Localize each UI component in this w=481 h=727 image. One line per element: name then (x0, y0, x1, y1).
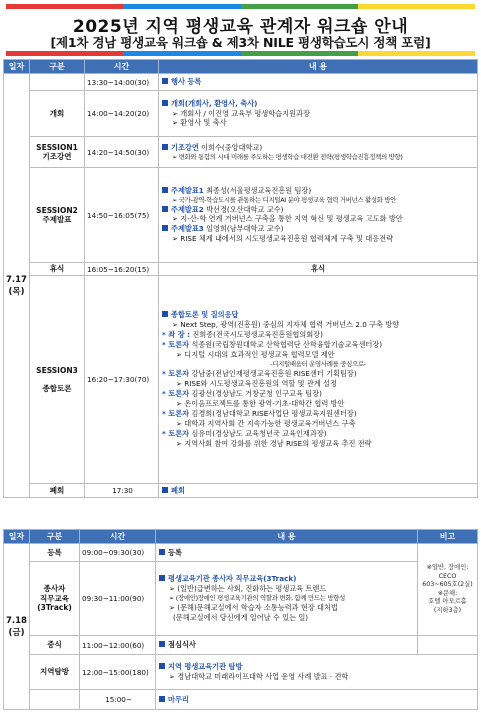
time-cell: 09:00~09:30(30) (80, 544, 156, 562)
time-cell: 15:00~ (80, 690, 156, 710)
header-color-bar-top (6, 4, 475, 9)
square-bullet-icon (162, 144, 168, 150)
content-cell: 종합토론 및 질의응답 ➢ Next Step, 광역(진흥원) 중심의 지자체 협력 거버넌스 2.0 구축 방향 * 좌 장 : 진희종(전국시도평생교육진흥원협의회장) * 토론자 석종원(국립창원대학교 산학협력단 산학융합기술교육센터장) ➢ 디지털 시대의 효과적인 평생교육 협력모델 제안 -디지털배움터 운영사례를 중심으로- * 토론자 강남중(전남인재평생교육진흥원 RISE센터 기획팀장) ➢ RISE와 시도평생교육진흥원의 역할 및 관계 설정 * 토론자 김광선(경상남도 거창군청 인구교육 팀장) ➢ 온이음프로젝트를 통한 광역-기초-대학간 협력 방안 * 토론자 김경희(경남대학교 RISE사업단 평생교육지원센터장) ➢ 대학과 지역사회 간 지속가능한 평생교육거버넌스 구축 * 토론자 심유미(경상남도 교육청년국 교육인재과장) ➢ 지역사회 참여 강화를 위한 경남 RISE의 평생교육 추진 전략 (159, 276, 478, 484)
square-bullet-icon (159, 641, 165, 647)
content-cell: 휴식 (159, 263, 478, 276)
division-cell: SESSION2 주제발표 (30, 168, 85, 263)
col-header-time: 시간 (85, 60, 159, 74)
square-bullet-icon (162, 78, 168, 84)
header-color-bar-bottom (6, 51, 475, 56)
page-title: 2025년 지역 평생교육 관계자 워크숍 안내 (72, 17, 409, 37)
table-row (4, 137, 478, 168)
table-row (4, 276, 478, 484)
square-bullet-icon (162, 311, 168, 317)
day2-schedule-table (3, 529, 478, 710)
time-cell: 11:00~12:00(60) (80, 636, 156, 655)
content-cell: 폐회 (159, 484, 478, 498)
square-bullet-icon (159, 696, 165, 702)
square-bullet-icon (162, 225, 168, 231)
table-row (4, 263, 478, 276)
division-cell: 등록 (30, 544, 80, 562)
division-cell: SESSION1 기조강연 (30, 137, 85, 168)
table-header-row (4, 530, 478, 544)
division-cell-registration (30, 74, 85, 91)
square-bullet-icon (159, 549, 165, 555)
time-cell: 13:30~14:00(30) (85, 74, 159, 91)
table-row (4, 74, 478, 91)
date-cell-day2: 7.18 (금) (4, 544, 30, 710)
time-cell: 14:00~14:20(20) (85, 91, 159, 137)
time-cell: 14:20~14:50(30) (85, 137, 159, 168)
content-cell: 평생교육기관 종사자 직무교육(3Track) ➢ (일반)급변하는 사회, 진화하는 평생교육 트렌드 ➢ (장애인)장애인 평생교육기관의 역할과 변화, 함께 만드는 방향성 ➢ (문해)문해교실에서 학습자 소통능력과 현장 대처법 (문해교실에서 당신에게 일어날 수 있는 일) (156, 562, 418, 636)
division-cell: 휴식 (30, 263, 85, 276)
division-cell-empty (30, 690, 80, 710)
division-cell: 중식 (30, 636, 80, 655)
content-cell: 주제발표1 최종성(서울평생교육진흥원 팀장) ➢ 국가-광역-학습도시를 관통하는 디지털AI 분야 평생교육 협력 거버넌스 활성화 방안 주제발표2 박선경(오산대학교 교수) ➢ 지-산-학 연계 거버넌스 구축을 통한 지역 혁신 및 평생교육 고도화 방안 주제발표3 임영희(남부대학교 교수) ➢ RISE 체계 내에서의 시도평생교육진흥원 협력체계 구축 및 대응전략 (159, 168, 478, 263)
content-cell: 지역 평생교육기관 탐방 ➢ 경남대학교 미래라이프대학 사업 운영 사례 발표 · 견학 (156, 655, 478, 690)
date-cell-day1: 7.17 (목) (4, 74, 30, 498)
time-cell: 14:50~16:05(75) (85, 168, 159, 263)
table-row (4, 168, 478, 263)
division-cell: 종사자 직무교육 (3Track) (30, 562, 80, 636)
table-row (4, 690, 478, 710)
content-cell: 점심식사 (156, 636, 418, 655)
col-header-note: 비고 (418, 530, 478, 544)
division-cell: 개회 (30, 91, 85, 137)
table-row (4, 655, 478, 690)
col-header-content: 내 용 (159, 60, 478, 74)
table-row (4, 91, 478, 137)
page-header (6, 4, 475, 56)
col-header-content: 내 용 (156, 530, 418, 544)
square-bullet-icon (162, 187, 168, 193)
table-header-row (4, 60, 478, 74)
square-bullet-icon (162, 206, 168, 212)
page-subtitle: [제1차 경남 평생교육 워크숍 & 제3차 NILE 평생학습도시 정책 포럼] (50, 35, 431, 50)
time-cell: 12:00~15:00(180) (80, 655, 156, 690)
note-cell: ※일반, 장애인: CECO 603~605호(2실) ※문해: 호텔 아모르홀 (지하3층) (418, 544, 478, 636)
square-bullet-icon (159, 575, 165, 581)
table-row (4, 544, 478, 562)
content-cell: 마무리 (156, 690, 478, 710)
col-header-division: 구분 (30, 60, 85, 74)
square-bullet-icon (162, 100, 168, 106)
col-header-time: 시간 (80, 530, 156, 544)
time-cell: 16:20~17:30(70) (85, 276, 159, 484)
time-cell: 16:05~16:20(15) (85, 263, 159, 276)
col-header-division: 구분 (30, 530, 80, 544)
table-row (4, 636, 478, 655)
division-cell: 폐회 (30, 484, 85, 498)
content-cell: 등록 (156, 544, 418, 562)
division-cell: SESSION3 종합토론 (30, 276, 85, 484)
square-bullet-icon (162, 487, 168, 493)
square-bullet-icon (159, 663, 165, 669)
content-cell: 행사 등록 (159, 74, 478, 91)
table-row (4, 484, 478, 498)
col-header-date: 일자 (4, 60, 30, 74)
time-cell: 09:30~11:00(90) (80, 562, 156, 636)
time-cell: 17:30 (85, 484, 159, 498)
col-header-date: 일자 (4, 530, 30, 544)
note-cell-empty (418, 636, 478, 655)
day1-schedule-table (3, 59, 478, 498)
table-row (4, 562, 478, 636)
division-cell: 지역탐방 (30, 655, 80, 690)
content-cell: 개회(개회사, 환영사, 축사) ➢ 개회사 / 이진영 교육부 평생학습지원과장 ➢ 환영사 및 축사 (159, 91, 478, 137)
content-cell: 기조강연 이희수(중앙대학교) ➢ 변화와 통합의 시대 미래를 주도하는 평생학습 대전환 전략(평생학습진흥정책의 방향) (159, 137, 478, 168)
